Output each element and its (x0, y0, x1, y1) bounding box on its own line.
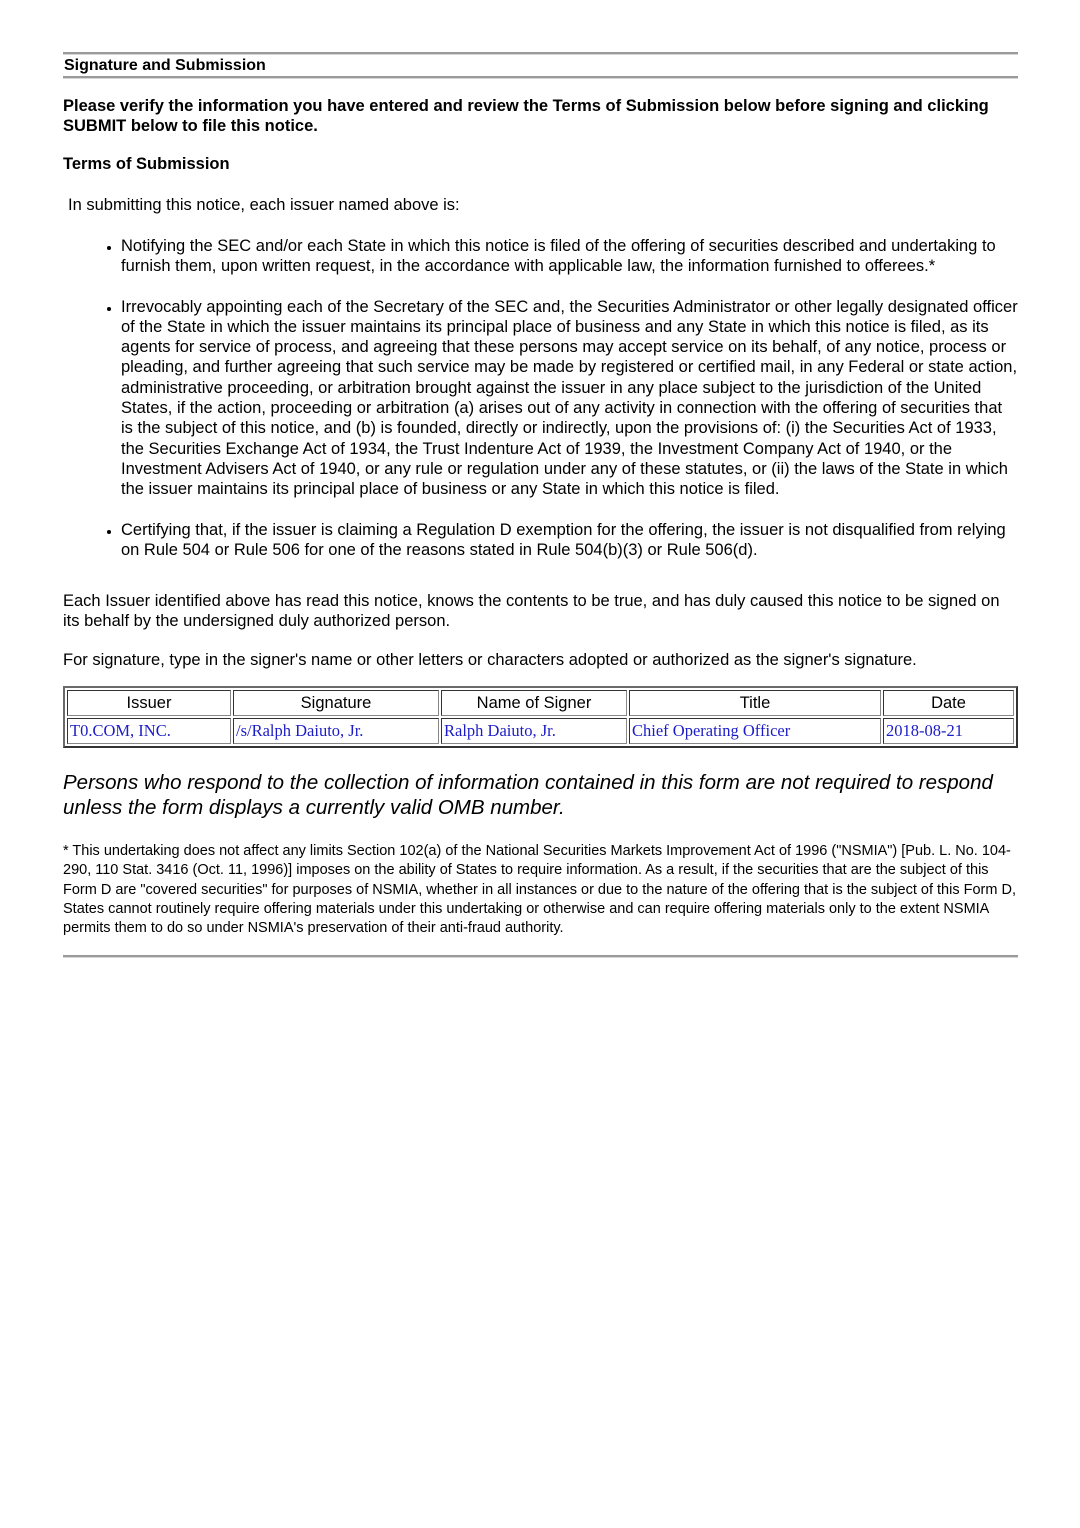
form-page (63, 52, 1018, 958)
terms-item-certifying: • Certifying that, if the issuer is claiming a Regulation D exemption for the offering, the issuer is not disqualified from relying on Rule 504 or Rule 506 for one of the reasons stated in Rule 504(b)(3) or Rule 506(d). (121, 520, 1018, 561)
cell-title: Chief Operating Officer (629, 718, 881, 744)
terms-title: Terms of Submission (63, 155, 230, 173)
footnote: * This undertaking does not affect any limits Section 102(a) of the National Securities Markets Improvement Act of 1996 ("NSMIA") [Pub. L. No. 104-290, 110 Stat. 3416 (Oct. 11, 1996)] imposes on the ability of States to require information. As a result, if the securities that are the subject of this Form D are "covered securities" for purposes of NSMIA, whether in all instances or due to the nature of the offering that is the subject of this Form D, States cannot routinely require offering materials under this undertaking or otherwise and can require offering materials only to the extent NSMIA permits them to do so under NSMIA's preservation of their anti-fraud authority. (63, 843, 1016, 936)
terms-item-appointing: • Irrevocably appointing each of the Secretary of the SEC and, the Securities Administrator or other legally designated officer of the State in which the issuer maintains its principal place of business and any State in which this notice is filed, as its agents for service of process, and agreeing that these persons may accept service on its behalf, of any notice, process or pleading, and further agreeing that such service may be made by registered or certified mail, in any Federal or state action, administrative proceeding, or arbitration brought against the issuer in any place subject to the jurisdiction of the United States, if the action, proceeding or arbitration (a) arises out of any activity in connection with the offering of securities that is the subject of this notice, and (b) is founded, directly or indirectly, upon the provisions of: (i) the Securities Act of 1933, the Securities Exchange Act of 1934, the Trust Indenture Act of 1939, the Investment Company Act of 1940, or the Investment Advisers Act of 1940, or any rule or regulation under any of these statutes, or (ii) the laws of the State in which the issuer maintains its principal place of business or any State in which this notice is filed. (121, 297, 1018, 500)
header-issuer: Issuer (67, 690, 231, 716)
header-title: Title (629, 690, 881, 716)
section-title: Signature and Submission (64, 57, 266, 74)
cell-issuer: T0.COM, INC. (67, 718, 231, 744)
terms-item-notifying: • Notifying the SEC and/or each State in which this notice is filed of the offering of securities described and undertaking to furnish them, upon written request, in the accordance with applicable law, the information furnished to offerees.* (121, 236, 1018, 277)
cell-name-of-signer: Ralph Daiuto, Jr. (441, 718, 627, 744)
omb-notice: Persons who respond to the collection of information contained in this form are not required to respond unless the form displays a currently valid OMB number. (63, 771, 993, 820)
section-title-divider (63, 76, 1018, 79)
signature-table (63, 686, 1018, 748)
terms-list (63, 236, 1018, 560)
signature-table-header-row (67, 690, 1014, 716)
signature-instruction: For signature, type in the signer's name or other letters or characters adopted or authorized as the signer's signature. (63, 651, 917, 670)
table-row (67, 718, 1014, 744)
cell-signature: /s/Ralph Daiuto, Jr. (233, 718, 439, 744)
verify-instruction: Please verify the information you have entered and review the Terms of Submission below before signing and clicking SUBMIT below to file this notice. (63, 97, 989, 135)
header-signature: Signature (233, 690, 439, 716)
attestation-text: Each Issuer identified above has read this notice, knows the contents to be true, and has duly caused this notice to be signed on its behalf by the undersigned duly authorized person. (63, 592, 1000, 631)
header-name-of-signer: Name of Signer (441, 690, 627, 716)
terms-intro: In submitting this notice, each issuer named above is: (68, 196, 460, 214)
bottom-divider (63, 955, 1018, 958)
header-date: Date (883, 690, 1014, 716)
cell-date: 2018-08-21 (883, 718, 1014, 744)
